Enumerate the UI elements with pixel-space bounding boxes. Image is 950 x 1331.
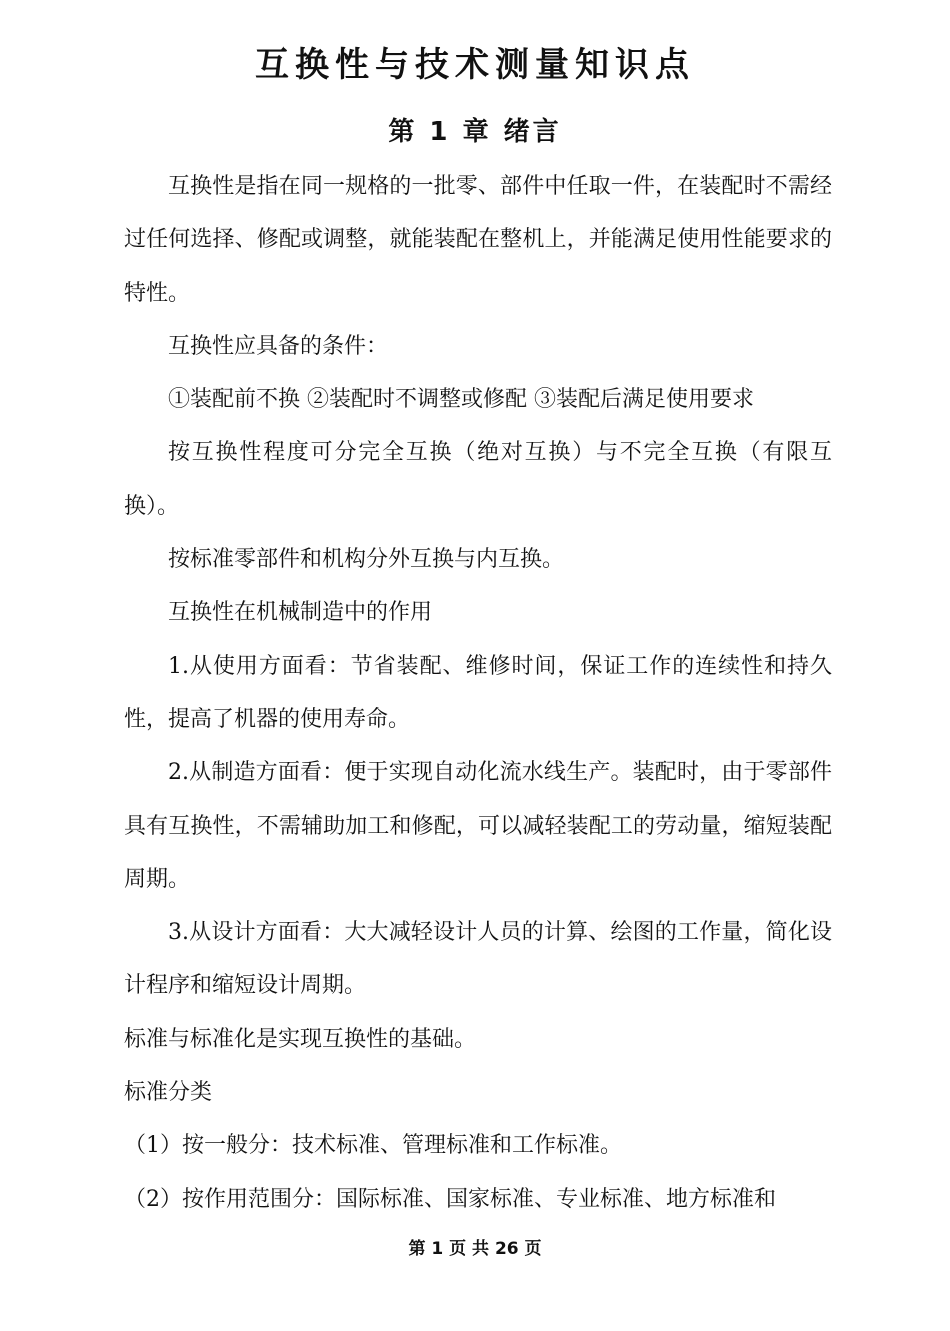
chapter-title: 第 1 章 绪言	[388, 117, 562, 147]
paragraph-role-design: 3.从设计方面看：大大减轻设计人员的计算、绘图的工作量，简化设计程序和缩短设计周期。	[124, 920, 832, 999]
document-body	[124, 160, 832, 1226]
paragraph-external-internal: 按标准零部件和机构分外互换与内互换。	[168, 547, 565, 573]
paragraph-definition: 互换性是指在同一规格的一批零、部件中任取一件，在装配时不需经过任何选择、修配或调整，就能装配在整机上，并能满足使用性能要求的特性。	[124, 174, 832, 306]
paragraph-conditions-heading: 互换性应具备的条件：	[168, 333, 389, 359]
paragraph-role-manufacture: 2.从制造方面看：便于实现自动化流水线生产。装配时，由于零部件具有互换性，不需辅助加工和修配，可以减轻装配工的劳动量，缩短装配周期。	[124, 760, 832, 892]
paragraph-standard-classification-heading: 标准分类	[124, 1080, 213, 1106]
list-item-scope-classification: （2）按作用范围分：国际标准、国家标准、专业标准、地方标准和	[124, 1186, 776, 1212]
paragraph-degree-classification: 按互换性程度可分完全互换（绝对互换）与不完全互换（有限互换）。	[124, 440, 832, 519]
paragraph-conditions-list: ①装配前不换 ②装配时不调整或修配 ③装配后满足使用要求	[168, 387, 754, 413]
page-number-footer: 第 1 页 共 26 页	[408, 1239, 542, 1259]
paragraph-role-heading: 互换性在机械制造中的作用	[168, 600, 433, 626]
document-title: 互换性与技术测量知识点	[255, 45, 695, 85]
list-item-general-classification: （1）按一般分：技术标准、管理标准和工作标准。	[124, 1133, 622, 1159]
paragraph-standard-basis: 标准与标准化是实现互换性的基础。	[124, 1026, 477, 1052]
paragraph-role-use: 1.从使用方面看：节省装配、维修时间，保证工作的连续性和持久性，提高了机器的使用寿命。	[124, 653, 832, 732]
